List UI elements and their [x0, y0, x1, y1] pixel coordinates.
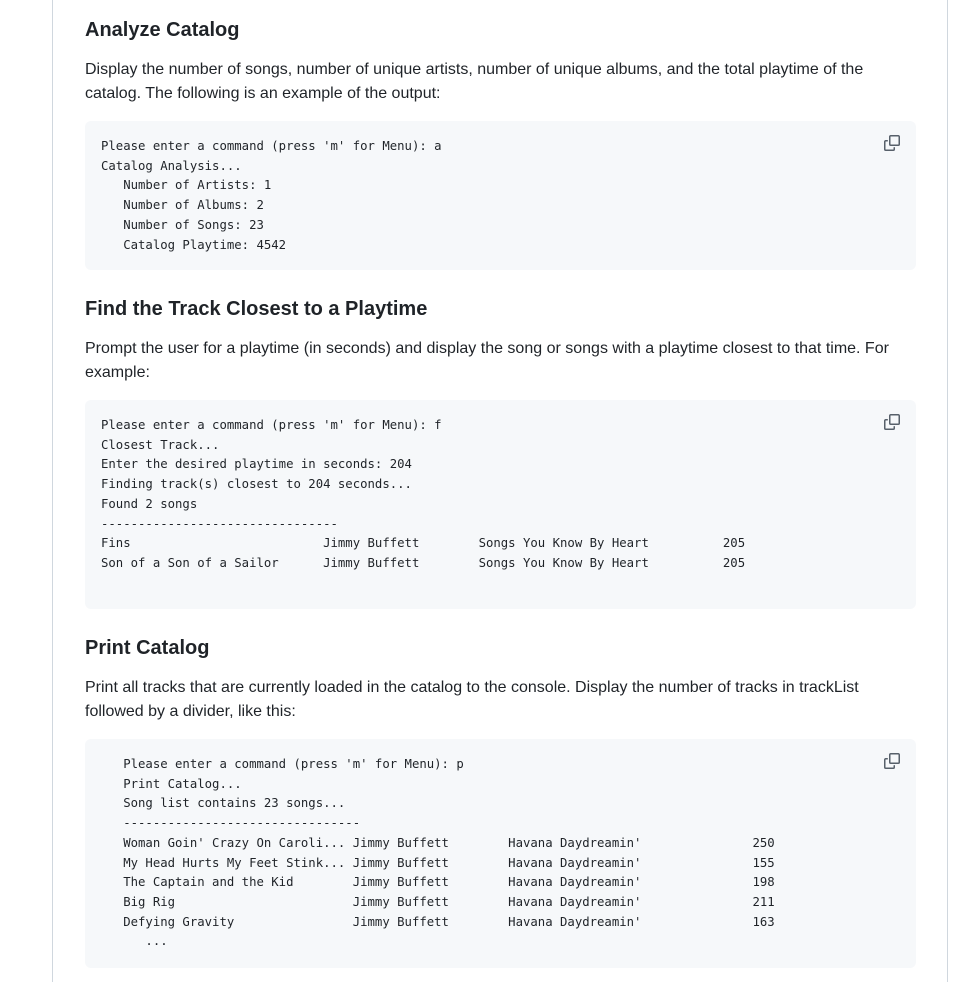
code-line: -------------------------------- [101, 816, 361, 831]
print-catalog-section [85, 636, 916, 660]
code-line: Please enter a command (press 'm' for Menu): f [101, 418, 442, 432]
section-description-wrap [85, 337, 916, 385]
code-line: Please enter a command (press 'm' for Menu): p [101, 757, 464, 771]
copy-button[interactable] [882, 412, 902, 432]
analyze-catalog-section [85, 18, 916, 42]
code-line: Print Catalog... [101, 776, 242, 791]
code-line: My Head Hurts My Feet Stink... Jimmy Buffett Havana Daydreamin' 155 [101, 855, 775, 870]
code-line: Please enter a command (press 'm' for Menu): a [101, 139, 442, 153]
code-line: ... [101, 934, 168, 949]
code-line: The Captain and the Kid Jimmy Buffett Havana Daydreamin' 198 [101, 875, 775, 890]
section-heading: Analyze Catalog [85, 19, 240, 41]
section-description-wrap [85, 676, 916, 724]
code-line: Number of Artists: 1 [101, 178, 272, 193]
section-heading: Find the Track Closest to a Playtime [85, 298, 428, 320]
code-line: Song list contains 23 songs... [101, 796, 346, 811]
code-block [85, 400, 916, 609]
copy-icon [884, 414, 900, 430]
section-heading: Print Catalog [85, 637, 210, 659]
code-line: Closest Track... [101, 437, 220, 452]
code-line: Woman Goin' Crazy On Caroli... Jimmy Buffett Havana Daydreamin' 250 [101, 835, 775, 850]
code-line: Defying Gravity Jimmy Buffett Havana Daydreamin' 163 [101, 914, 775, 929]
section-description: Display the number of songs, number of unique artists, number of unique albums, and the total playtime of the catalog. The following is an example of the output: [85, 61, 864, 102]
code-line: Fins Jimmy Buffett Songs You Know By Heart 205 [101, 536, 746, 551]
code-block [85, 739, 916, 968]
code-line: Number of Albums: 2 [101, 198, 264, 213]
code-line: Catalog Playtime: 4542 [101, 237, 287, 252]
code-line: Catalog Analysis... [101, 158, 242, 173]
code-line: Big Rig Jimmy Buffett Havana Daydreamin' 211 [101, 894, 775, 909]
copy-icon [884, 135, 900, 151]
closest-track-section [85, 297, 916, 321]
code-line: -------------------------------- [101, 516, 338, 531]
copy-button[interactable] [882, 133, 902, 153]
code-line: Found 2 songs [101, 496, 198, 511]
copy-icon [884, 753, 900, 769]
code-line: Enter the desired playtime in seconds: 204 [101, 457, 412, 472]
section-description: Prompt the user for a playtime (in seconds) and display the song or songs with a playtime closest to that time. For example: [85, 340, 889, 381]
code-block [85, 121, 916, 270]
section-description: Print all tracks that are currently loaded in the catalog to the console. Display the number of tracks in trackList followed by a divider, like this: [85, 679, 859, 720]
code-line: Son of a Son of a Sailor Jimmy Buffett Songs You Know By Heart 205 [101, 555, 746, 570]
code-line: Finding track(s) closest to 204 seconds... [101, 477, 412, 492]
code-line: Number of Songs: 23 [101, 217, 264, 232]
copy-button[interactable] [882, 751, 902, 771]
section-description-wrap [85, 58, 916, 106]
